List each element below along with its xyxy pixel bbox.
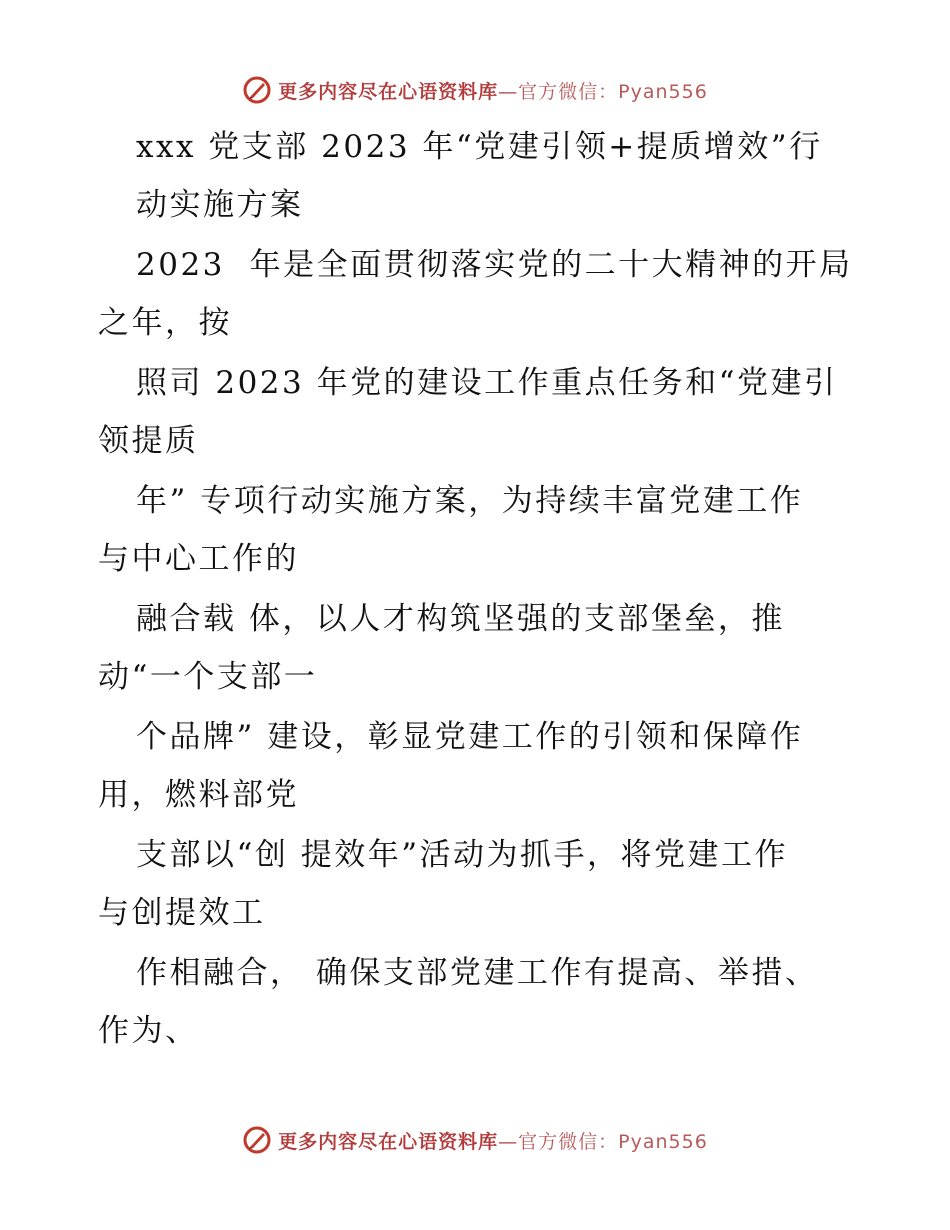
document-line: 2023 年是全面贯彻落实党的二十大精神的开局 <box>136 247 853 283</box>
document-line: 动实施方案 <box>136 187 304 223</box>
document-line: 之年，按 <box>98 305 232 341</box>
document-line: 领提质 <box>98 423 199 459</box>
document-line: 作相融合， 确保支部党建工作有提高、举措、 <box>136 955 819 991</box>
watermark-banner-top <box>0 72 950 108</box>
document-line: 支部以“创 提效年”活动为抓手，将党建工作 <box>136 837 789 873</box>
banner-text <box>278 1127 708 1154</box>
document-line: 个品牌” 建设，彰显党建工作的引领和保障作 <box>136 719 804 755</box>
banner-title: 更多内容尽在心语资料库 <box>278 1130 499 1153</box>
document-line: xxx 党支部 2023 年“党建引领+提质增效”行 <box>136 129 823 165</box>
document-line: 年” 专项行动实施方案，为持续丰富党建工作 <box>136 483 804 519</box>
banner-dash: — <box>498 1130 519 1153</box>
banner-title: 更多内容尽在心语资料库 <box>278 80 499 103</box>
pen-logo-icon <box>242 1125 272 1155</box>
banner-text <box>278 77 708 104</box>
banner-contact: 官方微信：Pyan556 <box>518 1130 708 1153</box>
document-line: 与创提效工 <box>98 895 266 931</box>
document-line: 作为、 <box>98 1013 199 1049</box>
banner-contact: 官方微信：Pyan556 <box>518 80 708 103</box>
pen-logo-icon <box>242 75 272 105</box>
watermark-banner-bottom <box>0 1122 950 1158</box>
document-line: 用，燃料部党 <box>98 777 299 813</box>
document-line: 与中心工作的 <box>98 541 299 577</box>
document-line: 融合载 体，以人才构筑坚强的支部堡垒，推 <box>136 601 785 637</box>
document-line: 动“一个支部一 <box>98 659 318 695</box>
document-line: 照司 2023 年党的建设工作重点任务和“党建引 <box>136 365 838 401</box>
banner-dash: — <box>498 80 519 103</box>
